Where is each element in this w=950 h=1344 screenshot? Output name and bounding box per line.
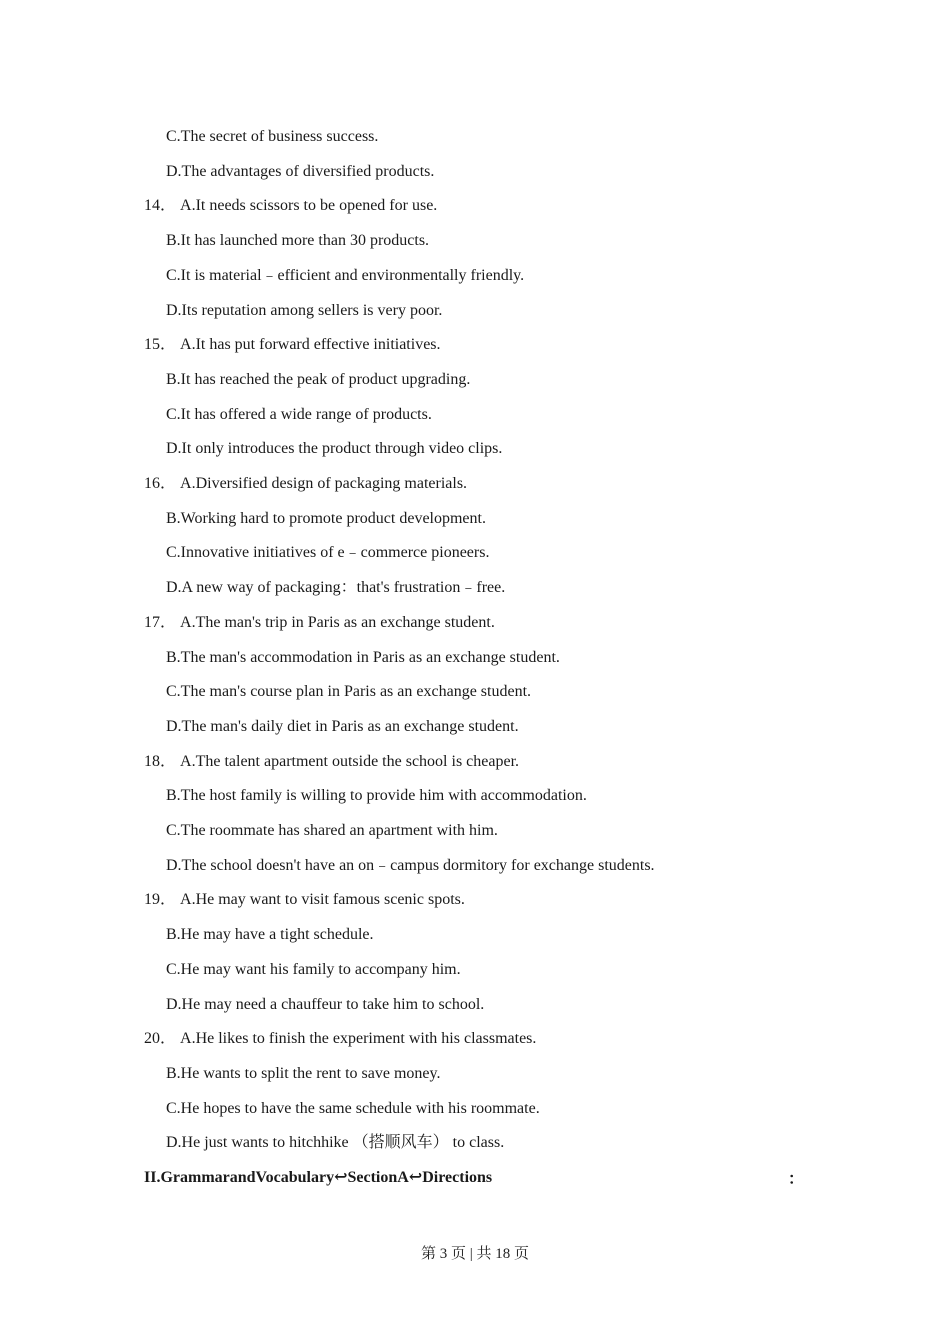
option-item: C.He hopes to have the same schedule with his roommate.: [166, 1099, 540, 1117]
question-number: 18．: [144, 752, 177, 770]
option-item: C.The secret of business success.: [166, 128, 379, 145]
question-number: 20．: [144, 1030, 177, 1048]
option-item: B.He wants to split the rent to save money.: [166, 1064, 441, 1082]
section-heading: II.GrammarandVocabulary↩SectionA↩Directions: [144, 1169, 493, 1186]
section-heading-colon: ：: [788, 1171, 805, 1188]
question-item: [144, 1029, 536, 1049]
option-item: C.It has offered a wide range of products.: [166, 405, 432, 423]
option-item: D.He may need a chauffeur to take him to school.: [166, 995, 485, 1013]
option-item: D.The advantages of diversified products.: [166, 162, 435, 180]
option-text: A.Diversified design of packaging materials.: [180, 475, 468, 492]
option-item: C.Innovative initiatives of e﹣commerce pioneers.: [166, 544, 490, 562]
option-item: D.It only introduces the product through video clips.: [166, 440, 503, 458]
option-item: D.A new way of packaging：that's frustration﹣free.: [166, 579, 506, 597]
option-item: D.He just wants to hitchhike （搭顺风车） to class.: [166, 1134, 505, 1152]
option-text: A.He likes to finish the experiment with his classmates.: [180, 1030, 537, 1048]
question-item: [144, 752, 519, 772]
question-number: 15．: [144, 336, 177, 354]
question-item: [144, 196, 437, 216]
option-item: B.It has reached the peak of product upgrading.: [166, 370, 471, 388]
question-item: [144, 890, 465, 910]
question-number: 19．: [144, 891, 177, 909]
option-text: A.He may want to visit famous scenic spots.: [180, 891, 465, 909]
question-item: [144, 335, 441, 355]
question-number: 14．: [144, 197, 177, 215]
question-item: [144, 474, 467, 494]
option-item: C.He may want his family to accompany him.: [166, 960, 461, 978]
option-item: B.The host family is willing to provide him with accommodation.: [166, 787, 587, 805]
option-item: C.It is material﹣efficient and environmentally friendly.: [166, 266, 525, 284]
option-item: B.Working hard to promote product development.: [166, 509, 486, 527]
option-text: A.The talent apartment outside the school is cheaper.: [180, 752, 520, 770]
page-footer: 第 3 页 | 共 18 页: [420, 1246, 529, 1262]
option-item: C.The roommate has shared an apartment with him.: [166, 822, 498, 839]
question-item: [144, 613, 495, 633]
option-text: A.It needs scissors to be opened for use.: [180, 197, 438, 215]
option-item: D.The school doesn't have an on﹣campus dormitory for exchange students.: [166, 856, 655, 874]
question-number: 16．: [144, 475, 177, 492]
option-item: B.The man's accommodation in Paris as an exchange student.: [166, 648, 560, 666]
option-item: B.He may have a tight schedule.: [166, 926, 374, 944]
option-item: D.Its reputation among sellers is very poor.: [166, 301, 443, 319]
option-item: D.The man's daily diet in Paris as an exchange student.: [166, 717, 519, 735]
option-item: B.It has launched more than 30 products.: [166, 232, 430, 250]
question-number: 17．: [144, 613, 177, 631]
option-text: A.It has put forward effective initiatives.: [180, 336, 441, 354]
option-item: C.The man's course plan in Paris as an exchange student.: [166, 683, 532, 701]
option-text: A.The man's trip in Paris as an exchange student.: [180, 613, 495, 631]
